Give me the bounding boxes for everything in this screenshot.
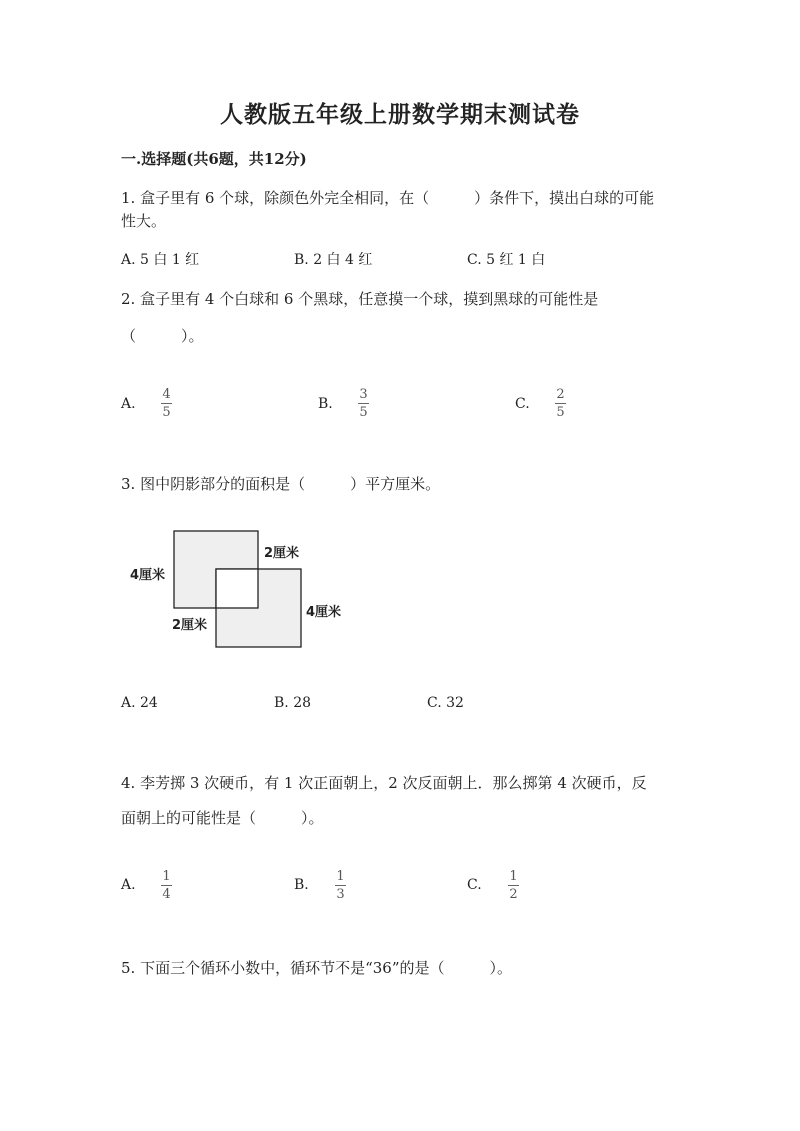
question-4-option-b-label: B. <box>294 877 309 893</box>
numerator: 4 <box>162 387 171 402</box>
figure-label-left: 4厘米 <box>130 568 166 583</box>
question-2-line-2: （ ）。 <box>121 327 204 345</box>
question-4-line-1: 4. 李芳掷 3 次硬币，有 1 次正面朝上，2 次反面朝上．那么掷第 4 次硬币，反 <box>121 774 647 792</box>
question-3-option-b: B. 28 <box>274 695 312 711</box>
figure-label-bottom-left: 2厘米 <box>172 618 208 633</box>
question-3-line-1: 3. 图中阴影部分的面积是（ ）平方厘米。 <box>121 475 441 493</box>
question-4-option-b-fraction <box>335 870 346 901</box>
fraction-bar <box>335 885 346 886</box>
numerator: 3 <box>359 387 368 402</box>
page-title: 人教版五年级上册数学期末测试卷 <box>220 101 580 128</box>
question-5-line-1: 5. 下面三个循环小数中，循环节不是“36”的是（ ）。 <box>121 959 513 977</box>
question-4-option-c-fraction <box>508 870 519 901</box>
overlap-region <box>216 569 258 608</box>
question-4-line-2: 面朝上的可能性是（ ）。 <box>121 809 324 827</box>
question-3-option-c: C. 32 <box>427 695 464 711</box>
question-1-option-a: A. 5 白 1 红 <box>121 252 200 268</box>
numerator: 1 <box>509 869 518 884</box>
numerator: 2 <box>556 387 565 402</box>
denominator: 5 <box>556 405 565 420</box>
question-1-option-c: C. 5 红 1 白 <box>467 252 546 268</box>
denominator: 3 <box>336 887 345 902</box>
question-2-option-a-label: A. <box>121 396 136 412</box>
question-4-option-a-fraction <box>161 870 172 901</box>
question-1-line-2: 性大。 <box>121 212 167 230</box>
question-1-option-b: B. 2 白 4 红 <box>294 252 373 268</box>
question-4-option-c-label: C. <box>467 877 482 893</box>
question-1-line-1: 1. 盒子里有 6 个球，除颜色外完全相同，在（ ）条件下，摸出白球的可能 <box>121 189 655 207</box>
numerator: 1 <box>336 869 345 884</box>
question-3-option-a: A. 24 <box>121 695 158 711</box>
numerator: 1 <box>162 869 171 884</box>
denominator: 5 <box>359 405 368 420</box>
question-2-line-1: 2. 盒子里有 4 个白球和 6 个黑球，任意摸一个球，摸到黑球的可能性是 <box>121 290 599 308</box>
denominator: 2 <box>509 887 518 902</box>
fraction-bar <box>508 885 519 886</box>
figure-label-right: 4厘米 <box>306 605 342 620</box>
denominator: 5 <box>162 405 171 420</box>
question-2-option-c-label: C. <box>515 396 530 412</box>
section-heading: 一.选择题(共6题，共12分) <box>121 150 307 168</box>
question-4-option-a-label: A. <box>121 877 136 893</box>
fraction-bar <box>161 885 172 886</box>
denominator: 4 <box>162 887 171 902</box>
question-2-option-b-label: B. <box>318 396 333 412</box>
figure-label-top-right: 2厘米 <box>264 546 300 561</box>
